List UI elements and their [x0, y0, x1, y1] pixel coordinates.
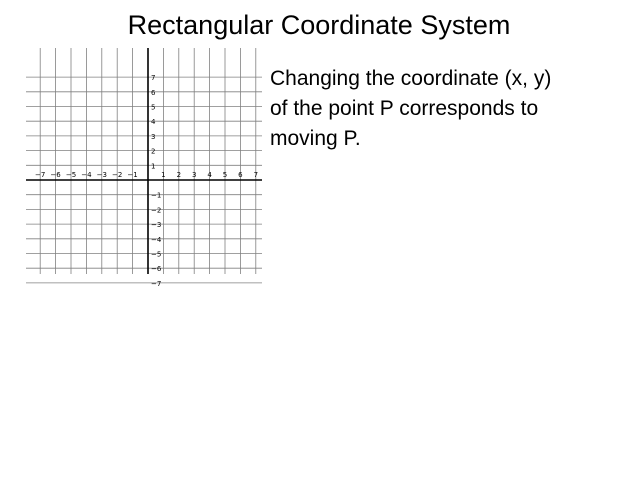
body-line-1: Changing the coordinate (x, y) — [270, 67, 552, 90]
y-tick-label: 2 — [151, 147, 156, 156]
x-tick-label: 6 — [238, 171, 243, 179]
slide-title: Rectangular Coordinate System — [127, 10, 511, 40]
y-tick-label: −1 — [151, 191, 162, 200]
x-tick-label: 3 — [191, 171, 197, 179]
body-line-3: moving P. — [270, 127, 361, 150]
y-tick-label: 5 — [151, 103, 156, 112]
y-tick-label: 3 — [151, 132, 156, 141]
y-tick-label: −3 — [151, 221, 162, 230]
x-tick-label: 7 — [253, 171, 259, 179]
y-tick-label: −7 — [151, 279, 162, 288]
y-tick-label: −4 — [151, 235, 162, 244]
y-tick-label: 6 — [151, 88, 156, 97]
y-tick-label: 7 — [151, 74, 156, 83]
y-tick-label: 1 — [151, 162, 156, 171]
y-tick-label: −2 — [151, 206, 162, 215]
y-tick-label: 4 — [151, 118, 156, 127]
body-line-2: of the point P corresponds to — [270, 97, 539, 120]
x-tick-label: −2 — [112, 171, 123, 179]
x-tick-label: −7 — [35, 171, 46, 179]
x-tick-label: −4 — [81, 171, 92, 179]
coordinate-grid-svg — [26, 48, 262, 288]
x-tick-label: 2 — [176, 171, 182, 179]
coordinate-grid — [26, 48, 262, 288]
x-tick-label: −3 — [96, 171, 107, 179]
y-tick-label: −6 — [151, 265, 162, 274]
y-tick-label: −5 — [151, 250, 162, 259]
x-tick-label: 1 — [161, 171, 166, 179]
x-tick-label: −5 — [65, 171, 77, 179]
x-tick-label: 4 — [207, 171, 212, 179]
x-tick-label: −1 — [127, 171, 138, 179]
body-text — [270, 64, 630, 154]
x-tick-label: −6 — [50, 171, 61, 179]
x-tick-label: 5 — [222, 171, 228, 179]
